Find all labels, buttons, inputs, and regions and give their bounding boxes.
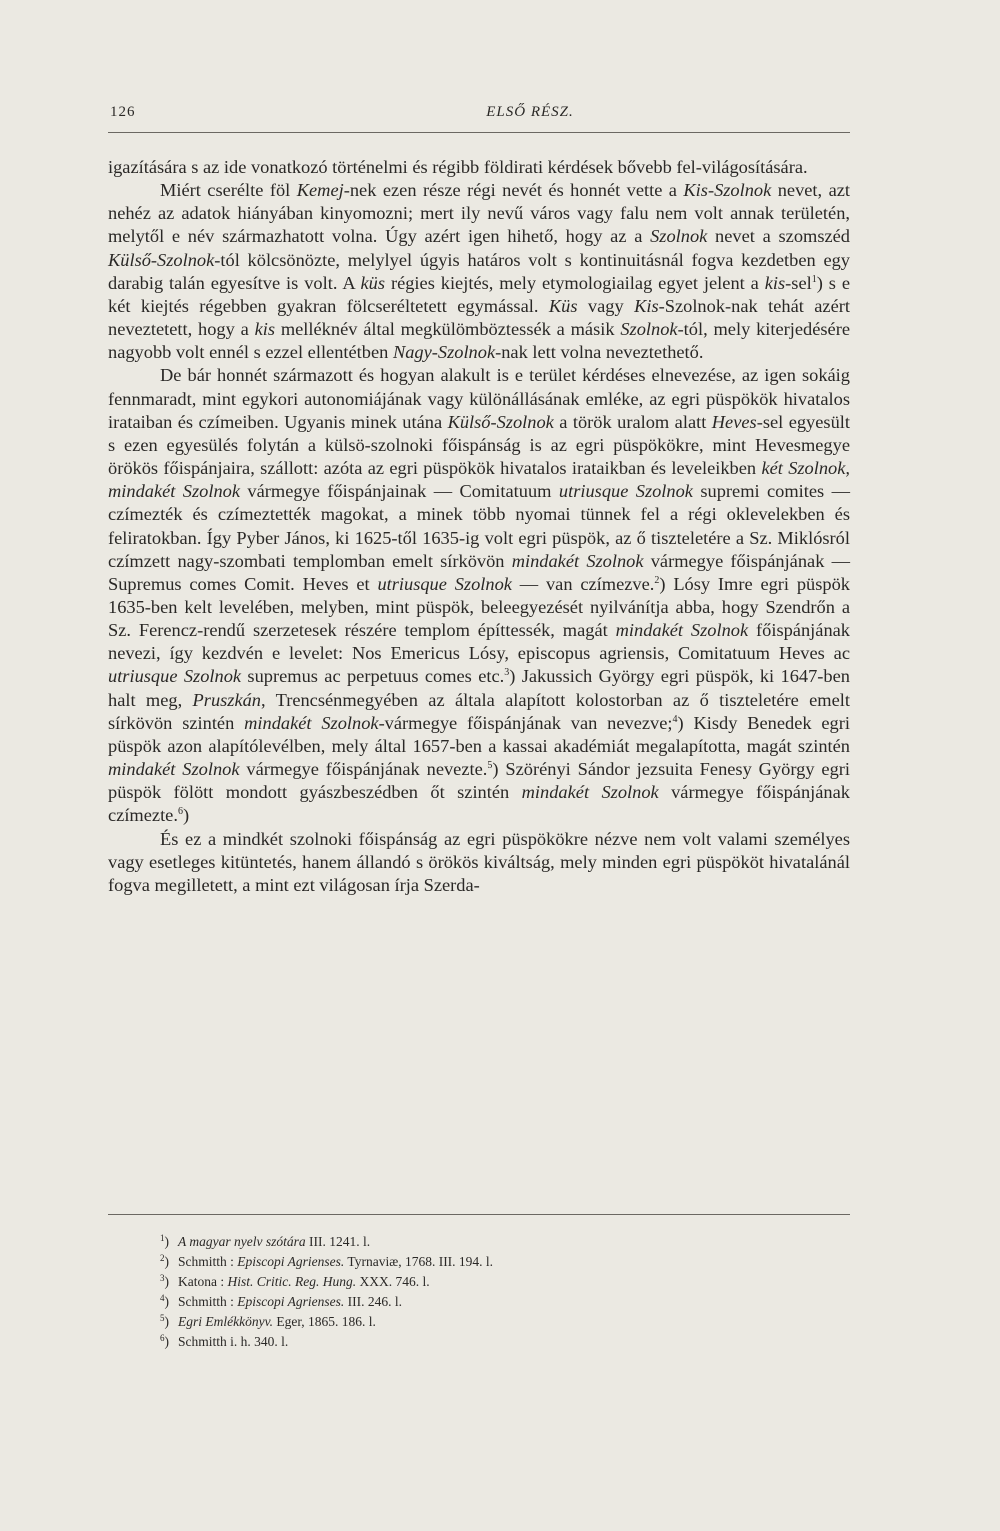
footnote-number: 6	[160, 1333, 165, 1343]
text-run: nevet, azt nehéz az adatok hiányában kinyomozni; mert ily nevű város vagy falu nem volt annak területén, melytől e név származhatott volna. Úgy azért igen hihető, hogy az a	[108, 180, 850, 247]
text-run: -sel	[785, 272, 812, 293]
text-run: vármegye főispánjainak — Comitatuum	[240, 481, 559, 502]
footnote-ref: 4	[672, 713, 678, 725]
footnote-ref: 6	[177, 806, 183, 818]
italic-text: Szolnok	[620, 319, 678, 340]
paragraph-p2	[108, 179, 850, 364]
text-run: Miért cserélte föl	[160, 180, 297, 201]
text-run: ) Lósy Imre egri püspök 1635-ben kelt levelében, melyben, mint püspök, beleegyezését nyilvánítja abba, hogy Szendrőn a Sz. Ferencz-rendű szerzetesek részére templom építtessék, magát	[108, 573, 850, 641]
footnote-ref: 5	[487, 760, 493, 772]
text-run: XXX. 746. l.	[356, 1274, 430, 1289]
footnote-3	[160, 1272, 850, 1292]
page-number: 126	[110, 104, 136, 120]
footnote-marker: $^3$)	[160, 1273, 169, 1289]
text-run: vármegye főispánjának — Supremus comes Comit. Heves et	[108, 550, 850, 594]
text-run: igazítására s az ide vonatkozó történelmi és régibb földirati kérdések bővebb fel-világosítására.	[108, 157, 808, 177]
italic-text: Heves	[711, 411, 757, 432]
paragraph-p1	[108, 156, 850, 179]
italic-text: küs	[360, 272, 386, 293]
italic-text: Kis-Szolnok	[683, 180, 772, 201]
footnote-rule	[108, 1214, 850, 1215]
text-run: vármegye főispánjának nevezte.	[239, 759, 488, 780]
footnote-number: 2	[160, 1253, 165, 1263]
italic-text: utriusque Szolnok	[558, 481, 693, 502]
body-text	[108, 156, 850, 897]
text-run: -sel egyesült s ezen egyesülés folytán a külsö-szolnoki főispánság is az egri püspökökre, mint Hevesmegye örökös főispánjaira, szállott: azóta az egri püspökök hivatalos irataikban és leveleikben	[108, 411, 850, 479]
text-run: -Szolnok-nak tehát azért neveztetett, hogy a	[108, 295, 850, 340]
italic-text: Kemej	[296, 180, 344, 201]
text-run: a török uralom alatt	[553, 411, 712, 432]
text-run: Katona :	[178, 1274, 228, 1289]
italic-text: Külső-Szolnok	[447, 411, 554, 432]
text-run: Eger, 1865. 186. l.	[272, 1314, 376, 1329]
text-run: ) Jakussich György egri püspök, ki 1647-ben halt meg,	[108, 666, 850, 710]
footnote-number: 3	[160, 1273, 165, 1283]
italic-text: Szolnok	[650, 226, 708, 247]
italic-text: A magyar nyelv szótára	[178, 1234, 306, 1249]
italic-text: Nagy-Szolnok	[392, 342, 496, 363]
header-rule	[108, 132, 850, 133]
footnote-5	[160, 1312, 850, 1332]
text-run: Schmitth :	[178, 1294, 238, 1309]
text-run: III. 1241. l.	[305, 1234, 371, 1249]
text-run: , Trencsénmegyében az általa alapított kolostorban az ő tiszteletére emelt sírkövön szintén	[108, 689, 850, 733]
italic-text: Episcopi Agrienses.	[237, 1254, 345, 1269]
italic-text: mindakét Szolnok	[615, 620, 749, 641]
italic-text: Külső-Szolnok	[108, 249, 215, 270]
text-run: III. 246. l.	[344, 1294, 403, 1309]
italic-text: mindakét Szolnok	[511, 550, 644, 571]
text-run: supremi comites — czímezték és czímeztették magokat, a minek több nyomai tünnek fel a régi oklevelekben és feliratokban. Így Pyber János, ki 1625-től 1635-ig volt egri püspök, az ő tiszteletére a Sz. Miklósról czímzett nagy-szombati templomban emelt sírkövön	[108, 481, 850, 571]
text-run: melléknév által megkülömböztessék a másik	[275, 319, 621, 340]
text-run: Schmitth :	[178, 1254, 238, 1269]
italic-text: Kis	[634, 295, 659, 316]
text-run: vármegye főispánjának czímezte.	[108, 782, 850, 826]
italic-text: Pruszkán	[192, 689, 261, 710]
footnote-6	[160, 1332, 850, 1352]
italic-text: Episcopi Agrienses.	[237, 1294, 345, 1309]
paragraph-p3	[108, 364, 850, 827]
italic-text: mindakét Szolnok	[521, 782, 659, 803]
footnote-ref: 3	[504, 667, 510, 679]
footnote-ref: 1	[811, 273, 817, 285]
footnote-marker: $^4$)	[160, 1293, 169, 1309]
text-run: vagy	[577, 295, 635, 316]
footnote-number: 5	[160, 1313, 165, 1323]
text-run: ) Kisdy Benedek egri püspök azon alapítólevélben, mely által 1657-ben a kassai akadémiát megalapította, magát szintén	[108, 712, 850, 756]
text-run: -nak lett volna neveztethető.	[495, 342, 704, 363]
italic-text: Küs	[548, 295, 578, 316]
running-title: ELSŐ RÉSZ.	[486, 104, 574, 120]
text-run: -nek ezen része régi nevét és honnét vette a	[343, 180, 684, 201]
text-run: főispánjának nevezi, így kezdvén e levelet: Nos Emericus Lósy, episcopus agriensis, Comitatuum Heves ac	[108, 620, 850, 664]
italic-text: Egri Emlékkönyv.	[178, 1314, 273, 1329]
footnote-2	[160, 1252, 850, 1272]
footnote-number: 4	[160, 1293, 165, 1303]
text-run: régies kiejtés, mely etymologiailag egyet jelent a	[385, 272, 765, 293]
footnote-number: 1	[160, 1233, 165, 1243]
footnote-4	[160, 1292, 850, 1312]
text-run: )	[182, 805, 190, 826]
paragraph-p4	[108, 828, 850, 897]
text-run: ) Szörényi Sándor jezsuita Fenesy György egri püspök fölött mondott gyászbeszédben őt szintén	[108, 759, 850, 803]
footnotes	[160, 1232, 850, 1352]
text-run: Tyrnaviæ, 1768. III. 194. l.	[344, 1254, 494, 1269]
text-run: -vármegye főispánjának van nevezve;	[378, 712, 673, 733]
text-run: Schmitth i. h. 340. l.	[178, 1334, 289, 1349]
italic-text: utriusque Szolnok	[108, 666, 242, 687]
text-run: supremus ac perpetuus comes etc.	[241, 666, 505, 687]
italic-text: kis	[254, 319, 276, 340]
text-run: De bár honnét származott és hogyan alakult is e terület kérdéses elnevezése, az igen sokáig fennmaradt, mint egykori autonomiájának vagy különállásának emléke, az egri püspökök hivatalos irataiban és czímeiben. Ugyanis minek utána	[108, 365, 850, 432]
italic-text: utriusque Szolnok	[377, 573, 512, 594]
italic-text: kis	[764, 272, 786, 293]
footnote-1	[160, 1232, 850, 1252]
text-run: -tól kölcsönözte, melylyel úgyis határos volt s kontinuitásnál fogva kezdetben egy darabig talán egyesítve is volt. A	[108, 249, 850, 293]
footnote-marker: $^6$)	[160, 1333, 169, 1349]
footnote-marker: $^5$)	[160, 1313, 169, 1329]
italic-text: Hist. Critic. Reg. Hung.	[227, 1274, 357, 1289]
text-run: nevet a szomszéd	[707, 226, 850, 247]
italic-text: mindakét Szolnok	[244, 712, 379, 733]
footnote-marker: $^2$)	[160, 1253, 169, 1269]
footnote-marker: $^1$)	[160, 1233, 169, 1249]
italic-text: két Szolnok, mindakét Szolnok	[108, 458, 850, 502]
text-run: — van czímezve.	[511, 573, 655, 594]
footnote-ref: 2	[654, 574, 660, 586]
text-run: És ez a mindkét szolnoki főispánság az egri püspökökre nézve nem volt valami személyes vagy esetleges kitüntetés, hanem állandó s örökös kiváltság, mely minden egri püspököt hivatalánál fogva megilletett, a mint ezt világosan írja Szerda-	[108, 828, 850, 895]
text-run: ) s e két kiejtés régebben gyakran fölcseréltetett egymással.	[108, 272, 850, 316]
text-run: -tól, mely kiterjedésére nagyobb volt ennél s ezzel ellentétben	[108, 319, 851, 363]
italic-text: mindakét Szolnok	[108, 759, 240, 780]
